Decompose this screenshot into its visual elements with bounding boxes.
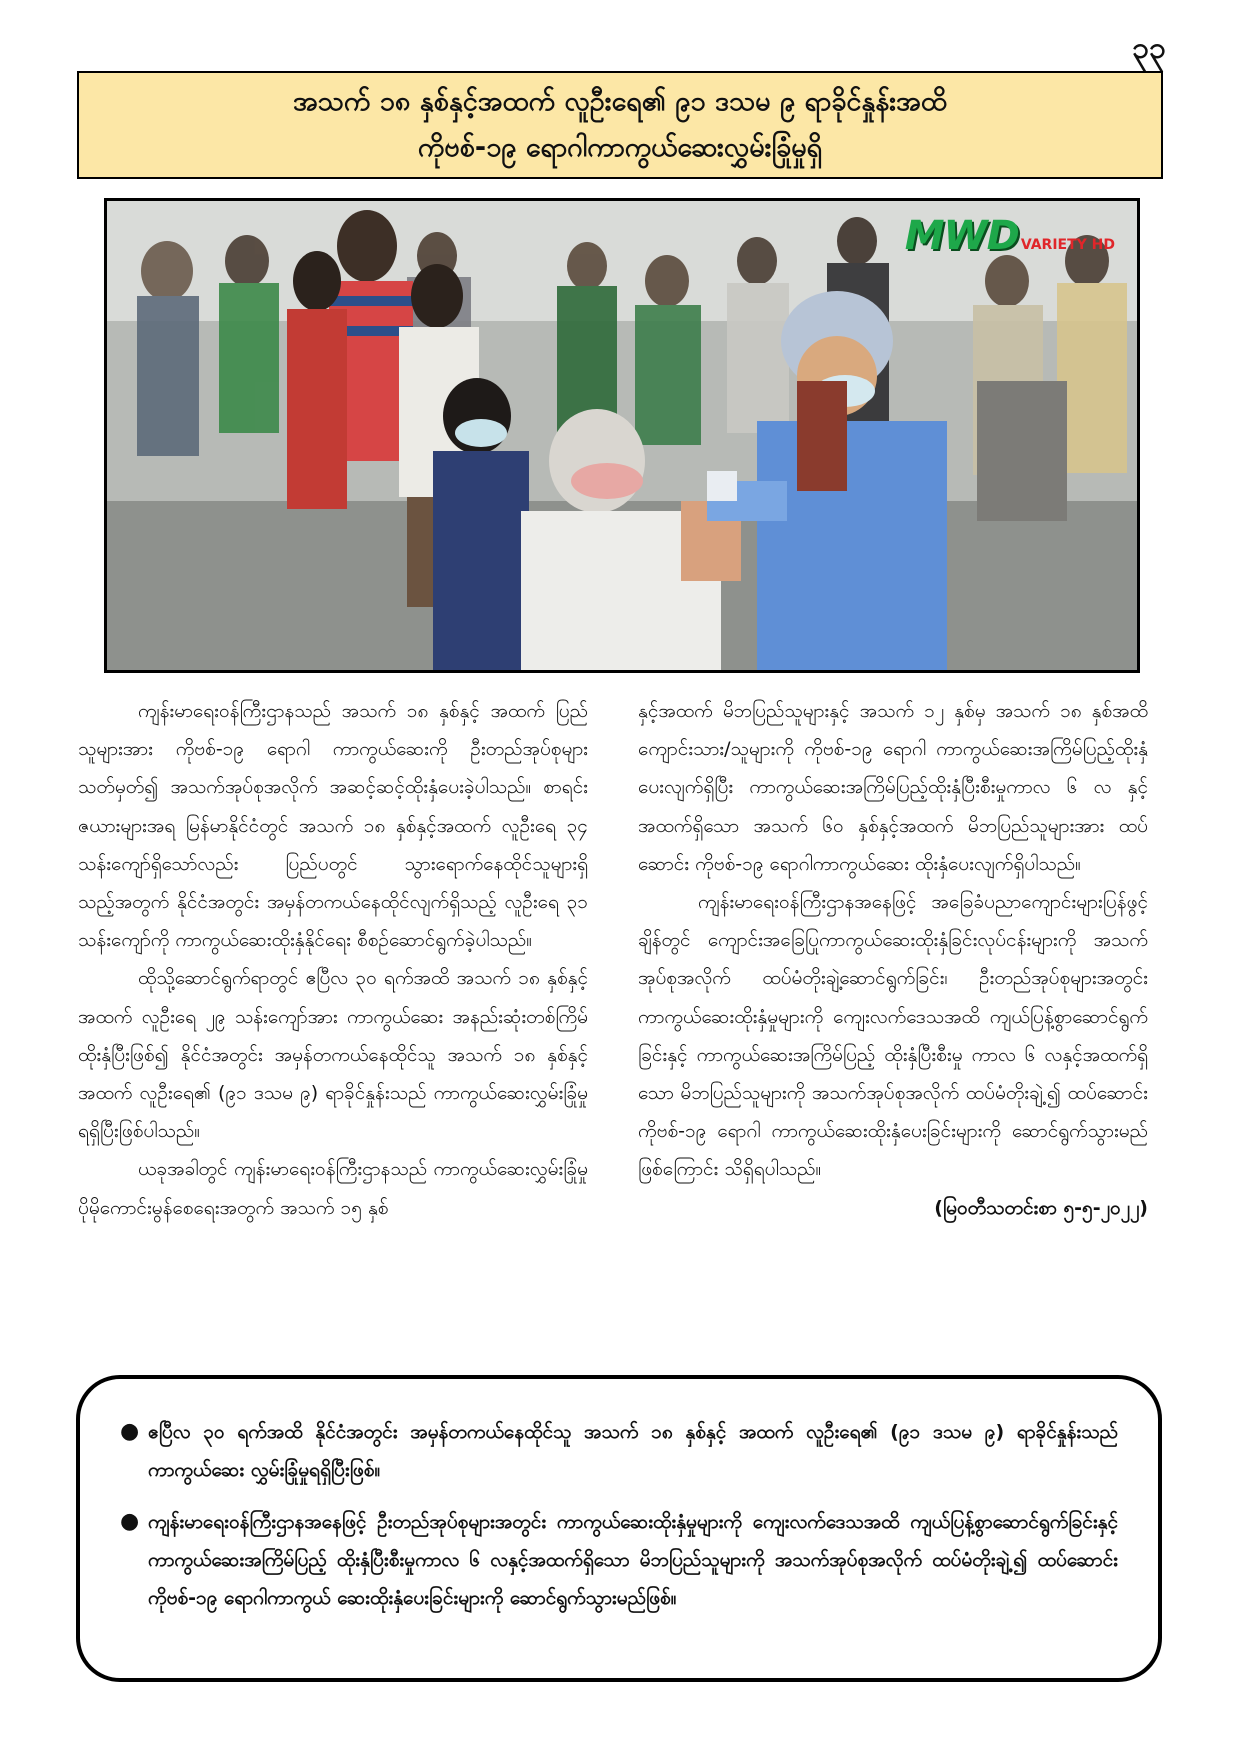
channel-logo (905, 213, 1115, 259)
bullet-icon: ● (120, 1509, 140, 1534)
article-source: (မြဝတီသတင်းစာ ၅-၅-၂၀၂၂) (934, 1196, 1148, 1219)
title-line-2: ကိုဗစ်-၁၉ ရောဂါကာကွယ်ဆေးလွှမ်းခြုံမှုရှိ (417, 132, 823, 163)
article-paragraph: ကျန်းမာရေးဝန်ကြီးဌာနသည် အသက် ၁၈ နှစ်နှင့် အထက် ပြည်သူများအား ကိုဗစ်-၁၉ ရောဂါ ကာကွယ်ဆေးကို ဦးတည်အုပ်စုများသတ်မှတ်၍ အသက်အုပ်စုအလိုက် အဆင့်ဆင့်ထိုးနှံပေးခဲ့ပါသည်။ စာရင်းဇယားများအရ မြန်မာနိုင်ငံတွင် အသက် ၁၈ နှစ်နှင့်အထက် လူဦးရေ ၃၄ သန်းကျော်ရှိသော်လည်း ပြည်ပတွင် သွားရောက်နေထိုင်သူများရှိသည့်အတွက် နိုင်ငံအတွင်း အမှန်တကယ်နေထိုင်လျက်ရှိသည့် လူဦးရေ ၃၁ သန်းကျော်ကို ကာကွယ်ဆေးထိုးနှံနိုင်ရေး စီစဉ်ဆောင်ရွက်ခဲ့ပါသည်။ (78, 700, 588, 952)
bullet-icon: ● (120, 1419, 140, 1444)
title-box (77, 71, 1163, 179)
logo-main-text: MWD (904, 213, 1019, 259)
summary-bullet-text: ဧပြီလ ၃၀ ရက်အထိ နိုင်ငံအတွင်း အမှန်တကယ်နေထိုင်သူ အသက် ၁၈ နှစ်နှင့် အထက် လူဦးရေ၏ (၉၁ ဒသမ ၉) ရာခိုင်နှုန်းသည် ကာကွယ်ဆေး လွှမ်းခြုံမှုရရှိပြီးဖြစ်။ (148, 1421, 1118, 1481)
article-paragraph: ကျန်းမာရေးဝန်ကြီးဌာနအနေဖြင့် အခြေခံပညာကျောင်းများပြန်ဖွင့်ချိန်တွင် ကျောင်းအခြေပြုကာကွယ်ဆေးထိုးနှံခြင်းလုပ်ငန်းများကို အသက်အုပ်စုအလိုက် ထပ်မံတိုးချဲ့ဆောင်ရွက်ခြင်း၊ ဦးတည်အုပ်စုများအတွင်း ကာကွယ်ဆေးထိုးနှံမှုများကို ကျေးလက်ဒေသအထိ ကျယ်ပြန့်စွာဆောင်ရွက်ခြင်းနှင့် ကာကွယ်ဆေးအကြိမ်ပြည့် ထိုးနှံပြီးစီးမှု ကာလ ၆ လနှင့်အထက်ရှိသော မိဘပြည်သူများကို အသက်အုပ်စုအလိုက် ထပ်မံတိုးချဲ့၍ ထပ်ဆောင်း ကိုဗစ်-၁၉ ရောဂါ ကာကွယ်ဆေးထိုးနှံပေးခြင်းများကို ဆောင်ရွက်သွားမည်ဖြစ်ကြောင်း သိရှိရပါသည်။ (638, 891, 1148, 1181)
article-right-column (638, 692, 1148, 1227)
article-paragraph: ထိုသို့ဆောင်ရွက်ရာတွင် ဧပြီလ ၃၀ ရက်အထိ အသက် ၁၈ နှစ်နှင့်အထက် လူဦးရေ ၂၉ သန်းကျော်အား ကာကွယ်ဆေး အနည်းဆုံးတစ်ကြိမ် ထိုးနှံပြီးဖြစ်၍ နိုင်ငံအတွင်း အမှန်တကယ်နေထိုင်သူ အသက် ၁၈ နှစ်နှင့်အထက် လူဦးရေ၏ (၉၁ ဒသမ ၉) ရာခိုင်နှုန်းသည် ကာကွယ်ဆေးလွှမ်းခြုံမှုရရှိပြီးဖြစ်ပါသည်။ (78, 967, 588, 1143)
logo-sub-text: VARIETY HD (1020, 237, 1115, 253)
summary-bullet (120, 1503, 1118, 1617)
page-number: ၃၃ (1132, 31, 1166, 66)
article-paragraph: ယခုအခါတွင် ကျန်းမာရေးဝန်ကြီးဌာနသည် ကာကွယ်ဆေးလွှမ်းခြုံမှု ပိုမိုကောင်းမွန်စေရေးအတွက် အသက် ၁၅ နှစ် (78, 1158, 588, 1219)
summary-bullet-text: ကျန်းမာရေးဝန်ကြီးဌာနအနေဖြင့် ဦးတည်အုပ်စုများအတွင်း ကာကွယ်ဆေးထိုးနှံမှုများကို ကျေးလက်ဒေသအထိ ကျယ်ပြန့်စွာဆောင်ရွက်ခြင်းနှင့် ကာကွယ်ဆေးအကြိမ်ပြည့် ထိုးနှံပြီးစီးမှုကာလ ၆ လနှင့်အထက်ရှိသော မိဘပြည်သူများကို အသက်အုပ်စုအလိုက် ထပ်မံတိုးချဲ့၍ ထပ်ဆောင်း ကိုဗစ်-၁၉ ရောဂါကာကွယ် ဆေးထိုးနှံပေးခြင်းများကို ဆောင်ရွက်သွားမည်ဖြစ်။ (148, 1511, 1118, 1609)
vaccination-photo (104, 198, 1140, 673)
article-left-column (78, 692, 588, 1227)
article-paragraph: နှင့်အထက် မိဘပြည်သူများနှင့် အသက် ၁၂ နှစ်မှ အသက် ၁၈ နှစ်အထိ ကျောင်းသား/သူများကို ကိုဗစ်-၁၉ ရောဂါ ကာကွယ်ဆေးအကြိမ်ပြည့်ထိုးနှံပေးလျက်ရှိပြီး ကာကွယ်ဆေးအကြိမ်ပြည့်ထိုးနှံပြီးစီးမှုကာလ ၆ လ နှင့်အထက်ရှိသော အသက် ၆၀ နှစ်နှင့်အထက် မိဘပြည်သူများအား ထပ်ဆောင်း ကိုဗစ်-၁၉ ရောဂါကာကွယ်ဆေး ထိုးနှံပေးလျက်ရှိပါသည်။ (638, 700, 1148, 875)
summary-box (76, 1375, 1162, 1682)
summary-bullet (120, 1413, 1118, 1489)
title-line-1: အသက် ၁၈ နှစ်နှင့်အထက် လူဦးရေ၏ ၉၁ ဒသမ ၉ ရာခိုင်နှုန်းအထိ (292, 86, 948, 117)
